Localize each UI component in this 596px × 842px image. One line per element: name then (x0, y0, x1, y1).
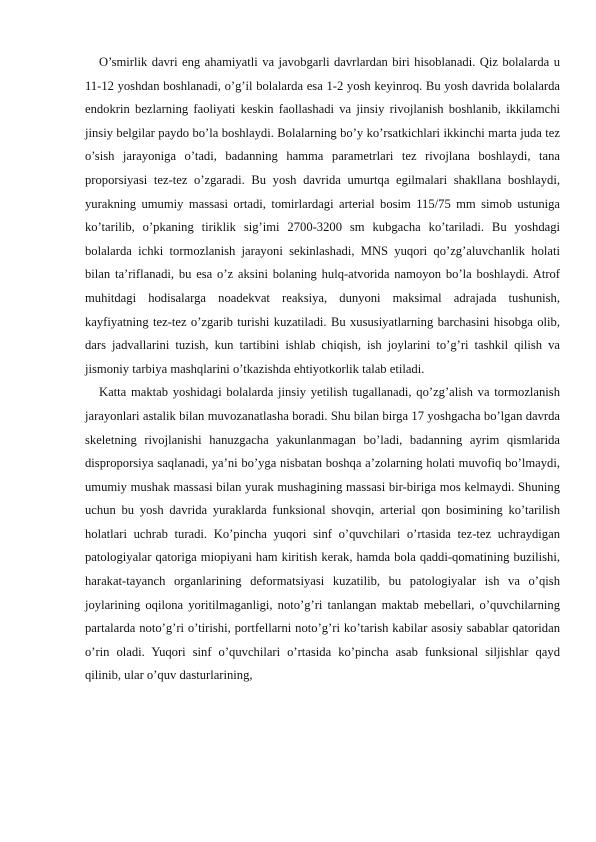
paragraph-senior-school-age: Katta maktab yoshidagi bolalarda jinsiy yetilish tugallanadi, qo’zg’alish va tormozlanish jarayonlari astalik bilan muvozanatlasha boradi. Shu bilan birga 17 yoshgacha bo’lgan davrda skeletning rivojlanishi hanuzgacha yakunlanmagan bo’ladi, badanning ayrim qismlarida disproporsiya saqlanadi, ya’ni bo’yga nisbatan boshqa a’zolarning holati muvofiq bo’lmaydi, umumiy mushak massasi bilan yurak mushagining massasi bir-biriga mos kelmaydi. Shuning uchun bu yosh davrida yuraklarda funksional shovqin, arterial qon bosimining ko’tarilish holatlari uchrab turadi. Ko’pincha yuqori sinf o’quvchilari o’rtasida tez-tez uchraydigan patologiyalar qatoriga miopiyani ham kiritish kerak, hamda bola qaddi-qomatining buzilishi, harakat-tayanch organlarining deformatsiyasi kuzatilib, bu patologiyalar ish va o’qish joylarining oqilona yoritilmaganligi, noto’g’ri tanlangan maktab mebellari, o’quvchilarning partalarda noto’g’ri o’tirishi, portfellarni noto’g’ri ko’tarish kabilar asosiy sabablar qatoridan o’rin oladi. Yuqori sinf o’quvchilari o’rtasida ko’pincha asab funksional siljishlar qayd qilinib, ular o’quv dasturlarining, (85, 385, 560, 683)
paragraph-adolescence: O’smirlik davri eng ahamiyatli va javobgarli davrlardan biri hisoblanadi. Qiz bolalarda u 11-12 yoshdan boshlanadi, o’g’il bolalarda esa 1-2 yosh keyinroq. Bu yosh davrida bolalarda endokrin bezlarning faoliyati keskin faollashadi va jinsiy rivojlanish boshlanib, ikkilamchi jinsiy belgilar paydo bo’la boshlaydi. Bolalarning bo’y ko’rsatkichlari ikkinchi marta juda tez o’sish jarayoniga o’tadi, badanning hamma parametrlari tez rivojlana boshlaydi, tana proporsiyasi tez-tez o’zgaradi. Bu yosh davrida umurtqa egilmalari shakllana boshlaydi, yurakning umumiy massasi ortadi, tomirlardagi arterial bosim 115/75 mm simob ustuniga ko’tarilib, o’pkaning tiriklik sig’imi 2700-3200 sm kubgacha ko’tariladi. Bu yoshdagi bolalarda ichki tormozlanish jarayoni sekinlashadi, MNS yuqori qo’zg’aluvchanlik holati bilan ta’riflanadi, bu esa o’z aksini bolaning hulq-atvorida namoyon bo’la boshlaydi. Atrof muhitdagi hodisalarga noadekvat reaksiya, dunyoni maksimal adrajada tushunish, kayfiyatning tez-tez o’zgarib turishi kuzatiladi. Bu xususiyatlarning barchasini hisobga olib, dars jadvallarini tuzish, kun tartibini ishlab chiqish, ish joylarini to’g’ri tashkil qilish va jismoniy tarbiya mashqlarini o’tkazishda ehtiyotkorlik talab etiladi. (85, 55, 560, 376)
document-page (85, 51, 560, 688)
